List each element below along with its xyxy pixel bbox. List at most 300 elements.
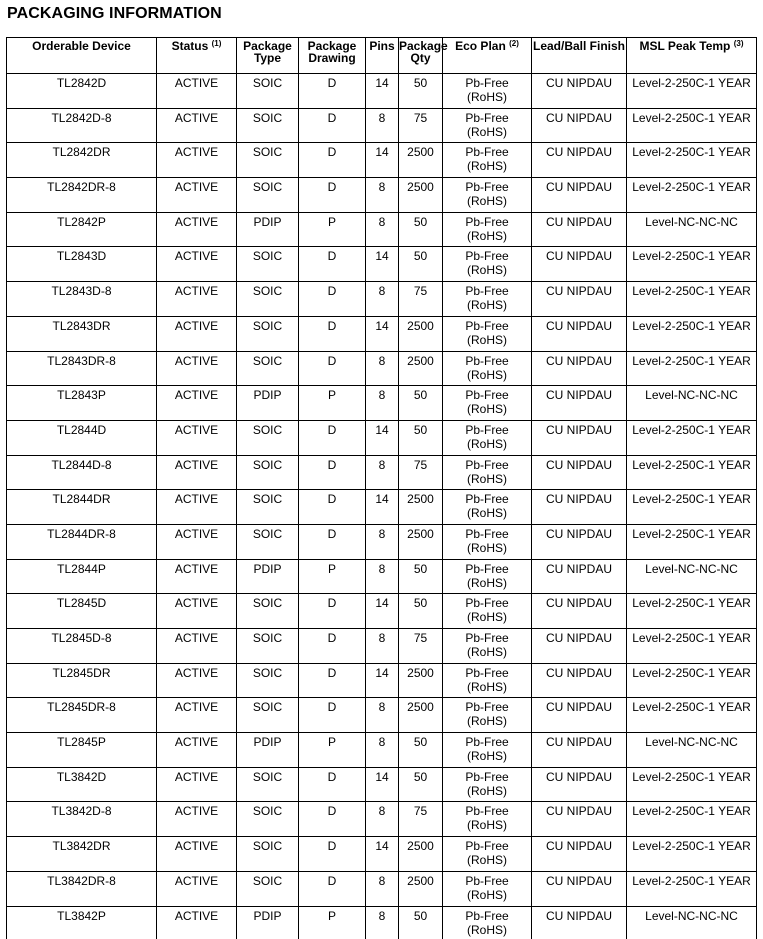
cell-package-drawing: P [299, 212, 366, 247]
cell-device: TL3842P [7, 906, 157, 939]
cell-status: ACTIVE [157, 871, 237, 906]
cell-package-type: SOIC [237, 663, 299, 698]
cell-package-type: SOIC [237, 594, 299, 629]
eco-plan-line: (RoHS) [466, 818, 507, 833]
cell-package-qty: 2500 [399, 663, 443, 698]
cell-status: ACTIVE [157, 906, 237, 939]
cell-package-drawing: P [299, 386, 366, 421]
cell-device: TL2842D [7, 74, 157, 109]
col-header-eco-plan: Eco Plan $^{(2)}$ [443, 38, 532, 74]
eco-plan-line: Pb-Free [465, 284, 509, 299]
eco-plan-line: (RoHS) [466, 332, 507, 347]
cell-status: ACTIVE [157, 802, 237, 837]
eco-plan-line: (RoHS) [466, 228, 507, 243]
cell-package-qty: 2500 [399, 490, 443, 525]
cell-eco-plan [443, 524, 532, 559]
cell-status: ACTIVE [157, 316, 237, 351]
cell-eco-plan [443, 802, 532, 837]
cell-eco-plan [443, 906, 532, 939]
cell-eco-plan [443, 455, 532, 490]
cell-device: TL2844D-8 [7, 455, 157, 490]
eco-plan-line: Pb-Free [465, 249, 509, 264]
cell-package-drawing: D [299, 837, 366, 872]
cell-status: ACTIVE [157, 767, 237, 802]
eco-plan-line: (RoHS) [466, 124, 507, 139]
table-row [7, 629, 757, 664]
cell-device: TL2843DR [7, 316, 157, 351]
eco-plan-line: (RoHS) [466, 749, 507, 764]
cell-msl-peak-temp: Level-2-250C-1 YEAR [627, 282, 757, 317]
cell-package-drawing: D [299, 663, 366, 698]
cell-package-qty: 50 [399, 386, 443, 421]
cell-lead-finish: CU NIPDAU [532, 420, 627, 455]
cell-status: ACTIVE [157, 698, 237, 733]
eco-plan-line: (RoHS) [466, 159, 507, 174]
eco-plan-line: Pb-Free [465, 353, 509, 368]
cell-package-qty: 50 [399, 212, 443, 247]
cell-msl-peak-temp: Level-2-250C-1 YEAR [627, 247, 757, 282]
eco-plan-line: (RoHS) [466, 610, 507, 625]
cell-package-qty: 50 [399, 594, 443, 629]
packaging-table [6, 37, 757, 939]
cell-package-drawing: P [299, 559, 366, 594]
cell-eco-plan [443, 247, 532, 282]
cell-package-drawing: D [299, 524, 366, 559]
table-row [7, 316, 757, 351]
cell-eco-plan [443, 74, 532, 109]
table-row [7, 490, 757, 525]
table-row [7, 594, 757, 629]
table-row [7, 698, 757, 733]
cell-msl-peak-temp: Level-2-250C-1 YEAR [627, 74, 757, 109]
cell-package-type: SOIC [237, 316, 299, 351]
cell-eco-plan [443, 316, 532, 351]
eco-plan-line: (RoHS) [466, 506, 507, 521]
cell-pins: 14 [366, 316, 399, 351]
cell-device: TL2843P [7, 386, 157, 421]
eco-plan-line: Pb-Free [465, 318, 509, 333]
eco-plan-line: Pb-Free [465, 388, 509, 403]
cell-pins: 14 [366, 837, 399, 872]
cell-package-qty: 75 [399, 629, 443, 664]
cell-lead-finish: CU NIPDAU [532, 282, 627, 317]
cell-eco-plan [443, 629, 532, 664]
eco-plan-line: Pb-Free [465, 214, 509, 229]
table-row [7, 108, 757, 143]
cell-msl-peak-temp: Level-NC-NC-NC [627, 212, 757, 247]
cell-device: TL3842DR [7, 837, 157, 872]
table-row [7, 524, 757, 559]
cell-msl-peak-temp: Level-2-250C-1 YEAR [627, 178, 757, 213]
cell-package-drawing: D [299, 802, 366, 837]
cell-package-type: SOIC [237, 767, 299, 802]
cell-pins: 8 [366, 906, 399, 939]
table-row [7, 802, 757, 837]
eco-plan-line: Pb-Free [465, 492, 509, 507]
cell-pins: 8 [366, 871, 399, 906]
eco-plan-line: Pb-Free [465, 422, 509, 437]
col-header-device: Orderable Device [7, 38, 157, 74]
col-header-msl-peak-temp: MSL Peak Temp $^{(3)}$ [627, 38, 757, 74]
cell-eco-plan [443, 837, 532, 872]
cell-device: TL2845DR-8 [7, 698, 157, 733]
cell-eco-plan [443, 559, 532, 594]
cell-pins: 14 [366, 594, 399, 629]
cell-pins: 8 [366, 351, 399, 386]
cell-package-qty: 2500 [399, 837, 443, 872]
cell-lead-finish: CU NIPDAU [532, 698, 627, 733]
cell-package-qty: 75 [399, 802, 443, 837]
cell-status: ACTIVE [157, 282, 237, 317]
table-row [7, 351, 757, 386]
cell-package-type: PDIP [237, 733, 299, 768]
cell-package-drawing: D [299, 282, 366, 317]
cell-status: ACTIVE [157, 455, 237, 490]
cell-status: ACTIVE [157, 212, 237, 247]
table-row [7, 282, 757, 317]
cell-package-qty: 75 [399, 282, 443, 317]
cell-eco-plan [443, 282, 532, 317]
cell-eco-plan [443, 733, 532, 768]
cell-lead-finish: CU NIPDAU [532, 212, 627, 247]
cell-package-type: PDIP [237, 212, 299, 247]
cell-lead-finish: CU NIPDAU [532, 74, 627, 109]
cell-status: ACTIVE [157, 420, 237, 455]
cell-lead-finish: CU NIPDAU [532, 663, 627, 698]
cell-device: TL2845P [7, 733, 157, 768]
cell-device: TL2844P [7, 559, 157, 594]
cell-device: TL2844D [7, 420, 157, 455]
cell-pins: 8 [366, 698, 399, 733]
table-row [7, 74, 757, 109]
cell-status: ACTIVE [157, 386, 237, 421]
cell-package-type: SOIC [237, 837, 299, 872]
cell-package-drawing: D [299, 871, 366, 906]
eco-plan-line: (RoHS) [466, 887, 507, 902]
cell-device: TL2842D-8 [7, 108, 157, 143]
cell-msl-peak-temp: Level-2-250C-1 YEAR [627, 594, 757, 629]
cell-package-type: SOIC [237, 143, 299, 178]
cell-msl-peak-temp: Level-2-250C-1 YEAR [627, 316, 757, 351]
cell-package-qty: 75 [399, 108, 443, 143]
cell-pins: 8 [366, 802, 399, 837]
cell-package-type: SOIC [237, 74, 299, 109]
cell-package-qty: 75 [399, 455, 443, 490]
eco-plan-line: (RoHS) [466, 922, 507, 937]
cell-pins: 8 [366, 178, 399, 213]
cell-lead-finish: CU NIPDAU [532, 802, 627, 837]
cell-eco-plan [443, 698, 532, 733]
cell-pins: 8 [366, 386, 399, 421]
cell-lead-finish: CU NIPDAU [532, 490, 627, 525]
cell-msl-peak-temp: Level-NC-NC-NC [627, 386, 757, 421]
eco-plan-line: (RoHS) [466, 90, 507, 104]
cell-package-qty: 2500 [399, 143, 443, 178]
eco-plan-line: (RoHS) [466, 783, 507, 798]
table-row [7, 212, 757, 247]
cell-lead-finish: CU NIPDAU [532, 594, 627, 629]
cell-device: TL3842D-8 [7, 802, 157, 837]
table-row [7, 247, 757, 282]
cell-lead-finish: CU NIPDAU [532, 837, 627, 872]
cell-device: TL2845D-8 [7, 629, 157, 664]
cell-package-qty: 2500 [399, 524, 443, 559]
cell-package-qty: 50 [399, 767, 443, 802]
cell-package-qty: 50 [399, 559, 443, 594]
eco-plan-line: (RoHS) [466, 540, 507, 555]
cell-package-drawing: D [299, 455, 366, 490]
table-row [7, 420, 757, 455]
cell-msl-peak-temp: Level-2-250C-1 YEAR [627, 837, 757, 872]
cell-msl-peak-temp: Level-2-250C-1 YEAR [627, 351, 757, 386]
cell-status: ACTIVE [157, 733, 237, 768]
cell-status: ACTIVE [157, 663, 237, 698]
cell-msl-peak-temp: Level-2-250C-1 YEAR [627, 663, 757, 698]
eco-plan-line: (RoHS) [466, 575, 507, 590]
table-row [7, 663, 757, 698]
cell-pins: 8 [366, 455, 399, 490]
eco-plan-line: Pb-Free [465, 526, 509, 541]
cell-lead-finish: CU NIPDAU [532, 629, 627, 664]
eco-plan-line: Pb-Free [465, 180, 509, 195]
cell-package-drawing: D [299, 629, 366, 664]
cell-lead-finish: CU NIPDAU [532, 906, 627, 939]
cell-device: TL2843D-8 [7, 282, 157, 317]
cell-msl-peak-temp: Level-2-250C-1 YEAR [627, 629, 757, 664]
table-row [7, 767, 757, 802]
cell-status: ACTIVE [157, 247, 237, 282]
cell-pins: 14 [366, 767, 399, 802]
cell-lead-finish: CU NIPDAU [532, 871, 627, 906]
cell-lead-finish: CU NIPDAU [532, 559, 627, 594]
cell-status: ACTIVE [157, 594, 237, 629]
cell-pins: 8 [366, 524, 399, 559]
cell-lead-finish: CU NIPDAU [532, 767, 627, 802]
cell-msl-peak-temp: Level-NC-NC-NC [627, 906, 757, 939]
col-header-status: Status $^{(1)}$ [157, 38, 237, 74]
cell-package-drawing: D [299, 108, 366, 143]
cell-status: ACTIVE [157, 490, 237, 525]
cell-device: TL2845DR [7, 663, 157, 698]
page-title: PACKAGING INFORMATION [7, 5, 222, 22]
cell-eco-plan [443, 108, 532, 143]
cell-msl-peak-temp: Level-2-250C-1 YEAR [627, 143, 757, 178]
cell-package-qty: 2500 [399, 351, 443, 386]
cell-package-qty: 2500 [399, 698, 443, 733]
eco-plan-line: (RoHS) [466, 263, 507, 278]
cell-package-type: SOIC [237, 871, 299, 906]
col-header-package-drawing: Package Drawing [299, 38, 366, 74]
cell-pins: 14 [366, 74, 399, 109]
eco-plan-line: Pb-Free [465, 596, 509, 611]
table-row [7, 386, 757, 421]
cell-package-qty: 50 [399, 247, 443, 282]
cell-pins: 14 [366, 247, 399, 282]
cell-package-qty: 50 [399, 906, 443, 939]
eco-plan-line: Pb-Free [465, 804, 509, 819]
cell-package-type: SOIC [237, 282, 299, 317]
cell-eco-plan [443, 663, 532, 698]
cell-msl-peak-temp: Level-2-250C-1 YEAR [627, 698, 757, 733]
cell-pins: 14 [366, 490, 399, 525]
cell-package-qty: 2500 [399, 316, 443, 351]
cell-msl-peak-temp: Level-2-250C-1 YEAR [627, 455, 757, 490]
cell-msl-peak-temp: Level-2-250C-1 YEAR [627, 871, 757, 906]
cell-lead-finish: CU NIPDAU [532, 733, 627, 768]
cell-package-type: SOIC [237, 524, 299, 559]
cell-status: ACTIVE [157, 143, 237, 178]
cell-package-drawing: D [299, 351, 366, 386]
table-row [7, 871, 757, 906]
eco-plan-line: (RoHS) [466, 645, 507, 659]
eco-plan-line: Pb-Free [465, 769, 509, 784]
cell-pins: 8 [366, 559, 399, 594]
cell-eco-plan [443, 871, 532, 906]
cell-pins: 14 [366, 663, 399, 698]
eco-plan-line: Pb-Free [465, 700, 509, 715]
cell-eco-plan [443, 143, 532, 178]
cell-device: TL3842DR-8 [7, 871, 157, 906]
cell-device: TL3842D [7, 767, 157, 802]
cell-package-type: SOIC [237, 629, 299, 664]
cell-pins: 8 [366, 629, 399, 664]
cell-pins: 8 [366, 108, 399, 143]
eco-plan-line: (RoHS) [466, 679, 507, 694]
eco-plan-line: Pb-Free [465, 631, 509, 645]
cell-msl-peak-temp: Level-NC-NC-NC [627, 733, 757, 768]
cell-pins: 14 [366, 143, 399, 178]
cell-eco-plan [443, 420, 532, 455]
cell-lead-finish: CU NIPDAU [532, 316, 627, 351]
cell-eco-plan [443, 767, 532, 802]
eco-plan-line: (RoHS) [466, 402, 507, 417]
cell-pins: 8 [366, 282, 399, 317]
cell-package-drawing: P [299, 906, 366, 939]
eco-plan-line: Pb-Free [465, 110, 509, 125]
cell-status: ACTIVE [157, 74, 237, 109]
cell-package-type: SOIC [237, 698, 299, 733]
cell-package-drawing: D [299, 178, 366, 213]
cell-package-drawing: D [299, 420, 366, 455]
cell-lead-finish: CU NIPDAU [532, 524, 627, 559]
cell-package-type: SOIC [237, 247, 299, 282]
table-row [7, 559, 757, 594]
eco-plan-line: Pb-Free [465, 908, 509, 923]
cell-package-type: PDIP [237, 559, 299, 594]
cell-status: ACTIVE [157, 351, 237, 386]
cell-package-qty: 50 [399, 74, 443, 109]
cell-lead-finish: CU NIPDAU [532, 143, 627, 178]
cell-package-drawing: D [299, 316, 366, 351]
col-header-pins: Pins [366, 38, 399, 74]
cell-package-type: SOIC [237, 490, 299, 525]
table-row [7, 733, 757, 768]
cell-msl-peak-temp: Level-2-250C-1 YEAR [627, 108, 757, 143]
cell-msl-peak-temp: Level-NC-NC-NC [627, 559, 757, 594]
col-header-lead-finish: Lead/Ball Finish [532, 38, 627, 74]
cell-eco-plan [443, 490, 532, 525]
eco-plan-line: Pb-Free [465, 76, 509, 90]
eco-plan-line: Pb-Free [465, 561, 509, 576]
cell-device: TL2842DR [7, 143, 157, 178]
eco-plan-line: Pb-Free [465, 665, 509, 680]
eco-plan-line: (RoHS) [466, 471, 507, 486]
cell-device: TL2844DR-8 [7, 524, 157, 559]
cell-msl-peak-temp: Level-2-250C-1 YEAR [627, 490, 757, 525]
cell-msl-peak-temp: Level-2-250C-1 YEAR [627, 802, 757, 837]
cell-status: ACTIVE [157, 108, 237, 143]
table-row [7, 178, 757, 213]
cell-msl-peak-temp: Level-2-250C-1 YEAR [627, 420, 757, 455]
eco-plan-line: (RoHS) [466, 853, 507, 868]
cell-eco-plan [443, 594, 532, 629]
cell-eco-plan [443, 351, 532, 386]
table-row [7, 455, 757, 490]
cell-package-type: SOIC [237, 455, 299, 490]
eco-plan-line: (RoHS) [466, 194, 507, 209]
eco-plan-line: (RoHS) [466, 367, 507, 382]
cell-package-qty: 2500 [399, 178, 443, 213]
cell-eco-plan [443, 386, 532, 421]
col-header-package-type: Package Type [237, 38, 299, 74]
table-row [7, 906, 757, 939]
cell-package-drawing: D [299, 74, 366, 109]
col-header-package-qty: Package Qty [399, 38, 443, 74]
table-row [7, 143, 757, 178]
cell-package-type: SOIC [237, 802, 299, 837]
cell-status: ACTIVE [157, 559, 237, 594]
cell-device: TL2845D [7, 594, 157, 629]
eco-plan-line: Pb-Free [465, 145, 509, 160]
cell-package-drawing: D [299, 767, 366, 802]
cell-package-type: SOIC [237, 178, 299, 213]
cell-package-qty: 50 [399, 420, 443, 455]
cell-lead-finish: CU NIPDAU [532, 178, 627, 213]
cell-status: ACTIVE [157, 629, 237, 664]
cell-package-drawing: D [299, 698, 366, 733]
cell-package-type: PDIP [237, 906, 299, 939]
cell-device: TL2843DR-8 [7, 351, 157, 386]
eco-plan-line: Pb-Free [465, 457, 509, 472]
cell-eco-plan [443, 212, 532, 247]
table-header-row [7, 38, 757, 74]
cell-pins: 8 [366, 733, 399, 768]
cell-package-qty: 50 [399, 733, 443, 768]
cell-package-drawing: D [299, 490, 366, 525]
cell-msl-peak-temp: Level-2-250C-1 YEAR [627, 767, 757, 802]
cell-package-type: SOIC [237, 420, 299, 455]
cell-pins: 8 [366, 212, 399, 247]
eco-plan-line: Pb-Free [465, 839, 509, 854]
cell-package-type: PDIP [237, 386, 299, 421]
cell-lead-finish: CU NIPDAU [532, 455, 627, 490]
eco-plan-line: (RoHS) [466, 436, 507, 451]
cell-lead-finish: CU NIPDAU [532, 247, 627, 282]
cell-status: ACTIVE [157, 524, 237, 559]
cell-lead-finish: CU NIPDAU [532, 351, 627, 386]
cell-status: ACTIVE [157, 178, 237, 213]
cell-lead-finish: CU NIPDAU [532, 108, 627, 143]
cell-lead-finish: CU NIPDAU [532, 386, 627, 421]
cell-device: TL2844DR [7, 490, 157, 525]
cell-package-drawing: D [299, 247, 366, 282]
cell-package-drawing: P [299, 733, 366, 768]
eco-plan-line: (RoHS) [466, 714, 507, 729]
eco-plan-line: (RoHS) [466, 298, 507, 313]
table-row [7, 837, 757, 872]
cell-status: ACTIVE [157, 837, 237, 872]
eco-plan-line: Pb-Free [465, 873, 509, 888]
